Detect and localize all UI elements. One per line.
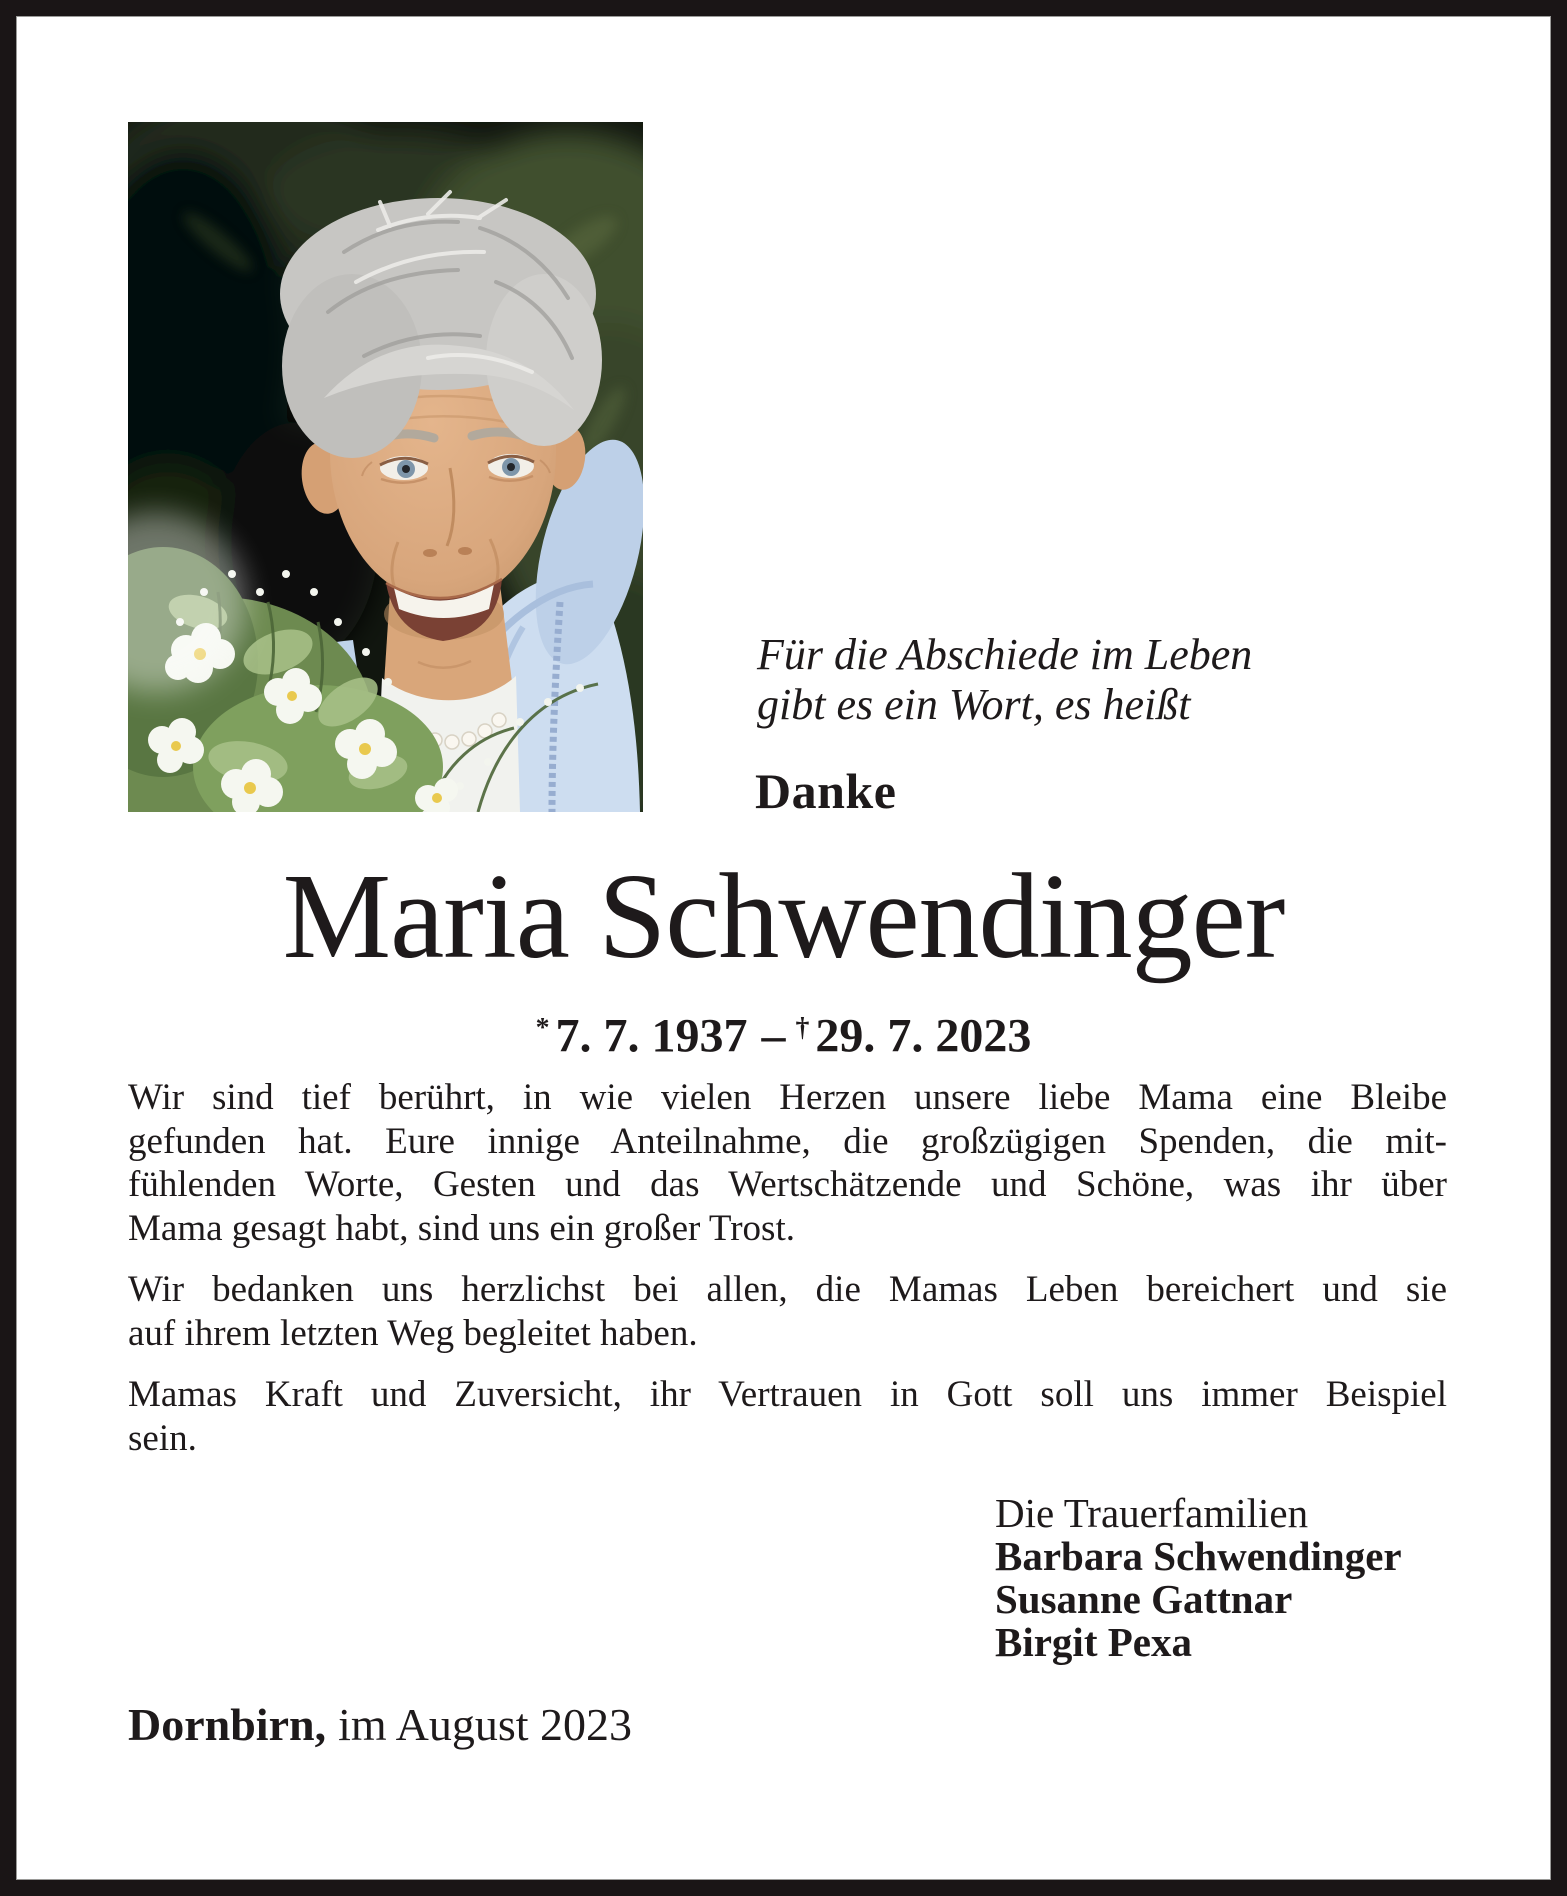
families-heading: Die Trauerfamilien bbox=[995, 1490, 1309, 1536]
death-date: 29. 7. 2023 bbox=[815, 1009, 1032, 1063]
month-year: im August 2023 bbox=[338, 1699, 633, 1750]
paragraph-1 bbox=[128, 1076, 1447, 1250]
paragraph-line: gefunden hat. Eure innige Anteilnahme, die großzügigen Spenden, die mit- bbox=[128, 1120, 1447, 1162]
paragraph-3 bbox=[128, 1373, 1447, 1460]
intro-quote-line2: gibt es ein Wort, es heißt bbox=[757, 680, 1191, 729]
mourning-families bbox=[995, 1492, 1402, 1664]
death-cross-symbol: † bbox=[795, 1012, 810, 1043]
family-member-name: Birgit Pexa bbox=[995, 1619, 1192, 1665]
family-member-name: Barbara Schwendinger bbox=[995, 1533, 1402, 1579]
birth-date: 7. 7. 1937 bbox=[555, 1009, 748, 1063]
birth-star-symbol: * bbox=[535, 1012, 550, 1043]
paragraph-line: Wir bedanken uns herzlichst bei allen, die Mamas Leben bereichert und sie bbox=[128, 1269, 1447, 1310]
paragraph-line: Wir sind tief berührt, in wie vielen Herzen unsere liebe Mama eine Bleibe bbox=[128, 1077, 1447, 1118]
portrait-photo bbox=[128, 122, 643, 812]
thank-you-word: Danke bbox=[755, 763, 897, 819]
paragraph-line: Mama gesagt habt, sind uns ein großer Trost. bbox=[128, 1207, 795, 1249]
paragraph-line: fühlenden Worte, Gesten und das Wertschätzende und Schöne, was ihr über bbox=[128, 1164, 1447, 1205]
life-dates bbox=[16, 1002, 1551, 1062]
paragraph-line: sein. bbox=[128, 1417, 197, 1459]
dates-separator: – bbox=[761, 1009, 786, 1063]
place-name: Dornbirn, bbox=[128, 1699, 327, 1750]
portrait-photo-image bbox=[128, 122, 643, 812]
obituary-text bbox=[128, 1076, 1447, 1460]
place-date-line bbox=[128, 1700, 632, 1750]
family-member-name: Susanne Gattnar bbox=[995, 1576, 1293, 1622]
intro-quote-line1: Für die Abschiede im Leben bbox=[757, 630, 1253, 679]
intro-quote bbox=[757, 630, 1252, 730]
paragraph-2 bbox=[128, 1268, 1447, 1355]
paragraph-line: Mamas Kraft und Zuversicht, ihr Vertrauen in Gott soll uns immer Beispiel bbox=[128, 1374, 1447, 1415]
deceased-name: Maria Schwendinger bbox=[282, 849, 1285, 984]
paragraph-line: auf ihrem letzten Weg begleitet haben. bbox=[128, 1312, 698, 1354]
